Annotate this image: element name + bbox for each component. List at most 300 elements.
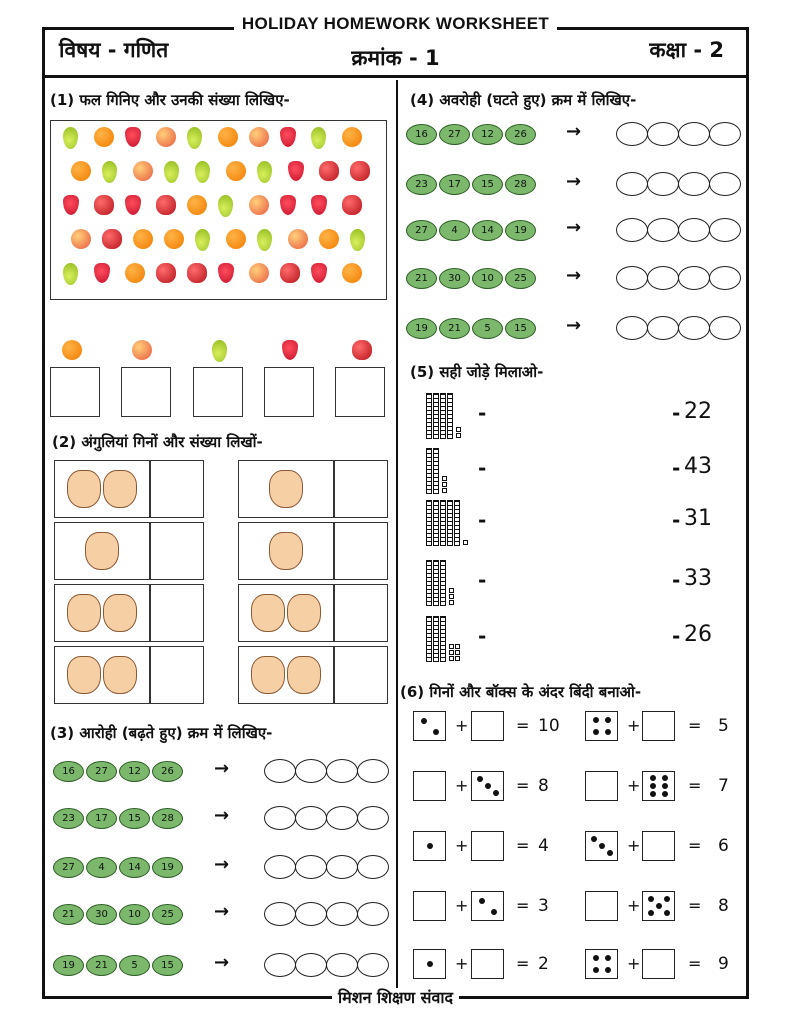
- q3-number-oval: 27: [53, 857, 84, 878]
- q3-answer-oval[interactable]: [295, 902, 327, 926]
- pear-icon: [218, 195, 233, 217]
- match-dot-right: -: [672, 624, 681, 648]
- q4-answer-oval[interactable]: [678, 218, 710, 242]
- tens-block: [440, 500, 446, 546]
- q4-number-oval: 27: [406, 220, 437, 241]
- q4-number-oval: 19: [505, 220, 536, 241]
- dot-answer-box[interactable]: [413, 891, 446, 921]
- plus-sign: +: [455, 896, 469, 915]
- orange-icon: [187, 195, 207, 215]
- orange-icon: [226, 229, 246, 249]
- dot-mark: [605, 955, 611, 961]
- q3-number-oval: 15: [119, 808, 150, 829]
- pear-icon: [257, 229, 272, 251]
- dot-answer-box[interactable]: [585, 771, 618, 801]
- arrow-icon: →: [214, 758, 230, 779]
- dot-mark: [650, 775, 656, 781]
- q4-number-oval: 25: [505, 268, 536, 289]
- hand-icon: [85, 532, 119, 570]
- plus-sign: +: [627, 954, 641, 973]
- q4-answer-oval[interactable]: [709, 218, 741, 242]
- tens-block: [433, 393, 439, 439]
- peach-icon: [156, 127, 176, 147]
- q4-number-oval: 19: [406, 318, 437, 339]
- arrow-icon: →: [214, 952, 230, 973]
- dot-mark: [477, 776, 483, 782]
- ones-block: [442, 482, 447, 487]
- hand-icon: [103, 594, 137, 632]
- apple-icon: [156, 195, 176, 215]
- dot-mark: [648, 896, 654, 902]
- q3-number-oval: 12: [119, 761, 150, 782]
- sum-total: 7: [718, 776, 729, 796]
- arrow-icon: →: [214, 854, 230, 875]
- match-dot-left: -: [478, 401, 487, 425]
- match-number: 22: [684, 399, 712, 424]
- q3-answer-oval[interactable]: [264, 953, 296, 977]
- match-number: 31: [684, 506, 712, 531]
- q3-number-oval: 16: [53, 761, 84, 782]
- q2-title: (2) अंगुलियां गिनों और संख्या लिखों-: [52, 433, 263, 451]
- apple-icon: [280, 263, 300, 283]
- dot-answer-box[interactable]: [642, 831, 675, 861]
- dot-mark: [656, 903, 662, 909]
- match-dot-right: -: [672, 568, 681, 592]
- ones-block: [463, 540, 468, 545]
- dot-count-box: [585, 711, 618, 741]
- q4-answer-oval[interactable]: [678, 172, 710, 196]
- dot-mark: [605, 967, 611, 973]
- q3-number-oval: 21: [86, 955, 117, 976]
- tens-block: [426, 500, 432, 546]
- arrow-icon: →: [566, 171, 582, 192]
- dot-mark: [491, 909, 497, 915]
- q3-answer-oval[interactable]: [264, 855, 296, 879]
- q4-number-oval: 4: [439, 220, 470, 241]
- equals-sign: =: [688, 836, 702, 855]
- dot-mark: [479, 898, 485, 904]
- dot-answer-box[interactable]: [471, 831, 504, 861]
- q4-answer-oval[interactable]: [678, 122, 710, 146]
- peach-icon: [132, 340, 152, 360]
- pear-icon: [195, 161, 210, 183]
- match-dot-left: -: [478, 456, 487, 480]
- dot-mark: [427, 961, 433, 967]
- dot-mark: [433, 729, 439, 735]
- q4-answer-oval[interactable]: [647, 122, 679, 146]
- arrow-icon: →: [214, 901, 230, 922]
- finger-count-box[interactable]: [150, 460, 204, 518]
- tens-block: [426, 393, 432, 439]
- dot-mark: [650, 791, 656, 797]
- fruit-collection-box: [50, 120, 387, 300]
- dot-mark: [605, 729, 611, 735]
- hand-icon: [67, 594, 101, 632]
- dot-mark: [599, 843, 605, 849]
- q4-answer-oval[interactable]: [678, 316, 710, 340]
- arrow-icon: →: [566, 265, 582, 286]
- q3-number-oval: 17: [86, 808, 117, 829]
- q3-number-oval: 26: [152, 761, 183, 782]
- q4-answer-oval[interactable]: [709, 316, 741, 340]
- ones-block: [455, 644, 460, 649]
- apple-icon: [102, 229, 122, 249]
- ones-block: [455, 656, 460, 661]
- column-divider: [396, 80, 398, 994]
- hand-picture: [238, 460, 334, 518]
- q3-number-oval: 14: [119, 857, 150, 878]
- worksheet-number: क्रमांक - 1: [351, 46, 440, 70]
- q4-number-oval: 27: [439, 124, 470, 145]
- dot-count-box: [413, 949, 446, 979]
- apple-icon: [319, 161, 339, 181]
- dot-mark: [593, 729, 599, 735]
- equals-sign: =: [516, 896, 530, 915]
- match-dot-left: -: [478, 508, 487, 532]
- peach-count-box[interactable]: [121, 367, 171, 417]
- strawberry-icon: [218, 263, 234, 283]
- ones-block: [442, 476, 447, 481]
- q4-number-oval: 15: [472, 174, 503, 195]
- peach-icon: [133, 161, 153, 181]
- q3-answer-oval[interactable]: [357, 806, 389, 830]
- dot-count-box: [642, 891, 675, 921]
- q4-number-oval: 23: [406, 174, 437, 195]
- strawberry-icon: [125, 195, 141, 215]
- dot-mark: [493, 790, 499, 796]
- dot-mark: [591, 836, 597, 842]
- q3-answer-oval[interactable]: [326, 759, 358, 783]
- pear-icon: [63, 263, 78, 285]
- finger-count-box[interactable]: [334, 584, 388, 642]
- tens-block: [440, 393, 446, 439]
- finger-count-box[interactable]: [150, 584, 204, 642]
- plus-sign: +: [455, 716, 469, 735]
- q3-answer-oval[interactable]: [326, 806, 358, 830]
- dot-mark: [662, 791, 668, 797]
- q4-number-oval: 17: [439, 174, 470, 195]
- q4-answer-oval[interactable]: [647, 266, 679, 290]
- tens-block: [433, 616, 439, 662]
- q4-number-oval: 14: [472, 220, 503, 241]
- orange-icon: [62, 340, 82, 360]
- q4-answer-oval[interactable]: [647, 316, 679, 340]
- ones-block: [449, 594, 454, 599]
- strawberry-icon: [311, 195, 327, 215]
- finger-count-box[interactable]: [334, 646, 388, 704]
- hand-icon: [103, 470, 137, 508]
- plus-sign: +: [627, 896, 641, 915]
- match-number: 43: [684, 454, 712, 479]
- finger-count-box[interactable]: [150, 646, 204, 704]
- ones-block: [449, 656, 454, 661]
- pear-icon: [102, 161, 117, 183]
- q3-title: (3) आरोही (बढ़ते हुए) क्रम में लिखिए-: [50, 724, 273, 742]
- q3-answer-oval[interactable]: [326, 855, 358, 879]
- apple-icon: [94, 195, 114, 215]
- equals-sign: =: [688, 716, 702, 735]
- dot-answer-box[interactable]: [413, 771, 446, 801]
- q4-answer-oval[interactable]: [616, 316, 648, 340]
- ones-block: [449, 588, 454, 593]
- match-dot-left: -: [478, 568, 487, 592]
- q4-number-oval: 5: [472, 318, 503, 339]
- sum-total: 9: [718, 954, 729, 974]
- peach-icon: [71, 229, 91, 249]
- q3-answer-oval[interactable]: [357, 855, 389, 879]
- hand-icon: [67, 656, 101, 694]
- tens-block: [440, 616, 446, 662]
- equals-sign: =: [688, 954, 702, 973]
- dot-count-box: [413, 831, 446, 861]
- match-number: 26: [684, 622, 712, 647]
- peach-icon: [249, 263, 269, 283]
- dot-count-box: [471, 771, 504, 801]
- pear-icon: [311, 127, 326, 149]
- hand-picture: [238, 646, 334, 704]
- finger-count-box[interactable]: [334, 522, 388, 580]
- q4-answer-oval[interactable]: [616, 122, 648, 146]
- dot-mark: [662, 783, 668, 789]
- strawberry-icon: [63, 195, 79, 215]
- dot-count-box: [585, 831, 618, 861]
- hand-picture: [54, 646, 150, 704]
- orange-icon: [342, 127, 362, 147]
- dot-count-box: [642, 771, 675, 801]
- q3-number-oval: 5: [119, 955, 150, 976]
- q4-number-oval: 21: [406, 268, 437, 289]
- orange-icon: [226, 161, 246, 181]
- finger-count-box[interactable]: [334, 460, 388, 518]
- sum-total: 3: [538, 896, 549, 916]
- dot-mark: [421, 718, 427, 724]
- apple-icon: [350, 161, 370, 181]
- q4-number-oval: 21: [439, 318, 470, 339]
- strawberry-icon: [94, 263, 110, 283]
- q3-answer-oval[interactable]: [295, 806, 327, 830]
- strawberry-icon: [280, 195, 296, 215]
- orange-icon: [342, 263, 362, 283]
- q4-number-oval: 12: [472, 124, 503, 145]
- dot-answer-box[interactable]: [471, 949, 504, 979]
- tens-block: [426, 616, 432, 662]
- dot-answer-box[interactable]: [585, 891, 618, 921]
- apple-icon: [156, 263, 176, 283]
- peach-icon: [249, 195, 269, 215]
- q6-title: (6) गिनों और बॉक्स के अंदर बिंदी बनाओ-: [400, 683, 642, 701]
- q3-answer-oval[interactable]: [357, 902, 389, 926]
- dot-answer-box[interactable]: [642, 949, 675, 979]
- subject-label: विषय - गणित: [59, 38, 169, 62]
- q4-number-oval: 30: [439, 268, 470, 289]
- plus-sign: +: [627, 776, 641, 795]
- sum-total: 6: [718, 836, 729, 856]
- q3-answer-oval[interactable]: [264, 759, 296, 783]
- dot-mark: [664, 910, 670, 916]
- dot-mark: [593, 955, 599, 961]
- dot-mark: [605, 717, 611, 723]
- worksheet-header: [45, 30, 746, 78]
- dot-mark: [648, 910, 654, 916]
- q4-title: (4) अवरोही (घटते हुए) क्रम में लिखिए-: [410, 91, 637, 109]
- class-label: कक्षा - 2: [649, 38, 724, 62]
- q3-number-oval: 15: [152, 955, 183, 976]
- q4-answer-oval[interactable]: [616, 266, 648, 290]
- q3-answer-oval[interactable]: [326, 953, 358, 977]
- q4-answer-oval[interactable]: [647, 218, 679, 242]
- apple-count-box[interactable]: [335, 367, 385, 417]
- arrow-icon: →: [214, 805, 230, 826]
- pear-count-box[interactable]: [193, 367, 243, 417]
- ones-block: [449, 600, 454, 605]
- orange-icon: [133, 229, 153, 249]
- q3-answer-oval[interactable]: [326, 902, 358, 926]
- sum-total: 8: [538, 776, 549, 796]
- q3-number-oval: 4: [86, 857, 117, 878]
- equals-sign: =: [516, 776, 530, 795]
- q4-answer-oval[interactable]: [678, 266, 710, 290]
- dot-answer-box[interactable]: [642, 711, 675, 741]
- plus-sign: +: [627, 716, 641, 735]
- footer-brand: मिशन शिक्षण संवाद: [0, 986, 791, 1008]
- pear-icon: [164, 161, 179, 183]
- tens-block: [447, 393, 453, 439]
- q4-answer-oval[interactable]: [616, 218, 648, 242]
- strawberry-icon: [288, 161, 304, 181]
- q3-number-oval: 25: [152, 904, 183, 925]
- hand-icon: [67, 470, 101, 508]
- q4-answer-oval[interactable]: [647, 172, 679, 196]
- dot-mark: [607, 850, 613, 856]
- orange-icon: [218, 127, 238, 147]
- q4-answer-oval[interactable]: [709, 266, 741, 290]
- sum-total: 10: [538, 716, 560, 736]
- hand-picture: [238, 522, 334, 580]
- equals-sign: =: [688, 896, 702, 915]
- strawberry-icon: [311, 263, 327, 283]
- ones-block: [456, 433, 461, 438]
- pear-icon: [350, 229, 365, 251]
- orange-icon: [164, 229, 184, 249]
- strawberry-icon: [125, 127, 141, 147]
- equals-sign: =: [516, 954, 530, 973]
- ones-block: [455, 650, 460, 655]
- hand-icon: [269, 532, 303, 570]
- hand-icon: [251, 656, 285, 694]
- arrow-icon: →: [566, 217, 582, 238]
- apple-icon: [352, 340, 372, 360]
- ones-block: [449, 650, 454, 655]
- ones-block: [442, 488, 447, 493]
- pear-icon: [187, 127, 202, 149]
- strawberry-icon: [280, 127, 296, 147]
- match-number: 33: [684, 566, 712, 591]
- peach-icon: [249, 127, 269, 147]
- hand-picture: [54, 584, 150, 642]
- q3-number-oval: 21: [53, 904, 84, 925]
- q3-number-oval: 30: [86, 904, 117, 925]
- q3-number-oval: 19: [53, 955, 84, 976]
- peach-icon: [288, 229, 308, 249]
- q3-answer-oval[interactable]: [295, 759, 327, 783]
- q3-number-oval: 23: [53, 808, 84, 829]
- q3-number-oval: 27: [86, 761, 117, 782]
- q3-number-oval: 19: [152, 857, 183, 878]
- plus-sign: +: [455, 836, 469, 855]
- pear-icon: [63, 127, 78, 149]
- tens-block: [447, 500, 453, 546]
- dot-mark: [662, 775, 668, 781]
- orange-count-box[interactable]: [50, 367, 100, 417]
- q4-answer-oval[interactable]: [709, 172, 741, 196]
- hand-icon: [287, 656, 321, 694]
- dot-mark: [427, 843, 433, 849]
- q3-number-oval: 10: [119, 904, 150, 925]
- tens-block: [433, 500, 439, 546]
- tens-block: [433, 448, 439, 494]
- dot-mark: [485, 783, 491, 789]
- plus-sign: +: [455, 776, 469, 795]
- strawberry-count-box[interactable]: [264, 367, 314, 417]
- orange-icon: [125, 263, 145, 283]
- q4-number-oval: 10: [472, 268, 503, 289]
- dot-mark: [593, 967, 599, 973]
- apple-icon: [187, 263, 207, 283]
- worksheet-top-title: HOLIDAY HOMEWORK WORKSHEET: [0, 14, 791, 34]
- orange-icon: [94, 127, 114, 147]
- sum-total: 2: [538, 954, 549, 974]
- q4-number-oval: 28: [505, 174, 536, 195]
- ones-block: [449, 644, 454, 649]
- hand-icon: [269, 470, 303, 508]
- equals-sign: =: [516, 836, 530, 855]
- orange-icon: [71, 161, 91, 181]
- equals-sign: =: [688, 776, 702, 795]
- finger-count-box[interactable]: [150, 522, 204, 580]
- hand-icon: [103, 656, 137, 694]
- plus-sign: +: [455, 954, 469, 973]
- hand-icon: [287, 594, 321, 632]
- dot-answer-box[interactable]: [471, 711, 504, 741]
- q3-answer-oval[interactable]: [295, 855, 327, 879]
- q3-number-oval: 28: [152, 808, 183, 829]
- ones-block: [456, 427, 461, 432]
- q4-answer-oval[interactable]: [616, 172, 648, 196]
- dot-mark: [650, 783, 656, 789]
- q3-answer-oval[interactable]: [357, 759, 389, 783]
- q3-answer-oval[interactable]: [295, 953, 327, 977]
- q4-answer-oval[interactable]: [709, 122, 741, 146]
- q3-answer-oval[interactable]: [264, 806, 296, 830]
- match-dot-right: -: [672, 401, 681, 425]
- hand-icon: [251, 594, 285, 632]
- hand-picture: [54, 460, 150, 518]
- dot-count-box: [585, 949, 618, 979]
- q3-answer-oval[interactable]: [357, 953, 389, 977]
- plus-sign: +: [627, 836, 641, 855]
- tens-block: [426, 448, 432, 494]
- apple-icon: [342, 195, 362, 215]
- q1-title: (1) फल गिनिए और उनकी संख्या लिखिए-: [50, 91, 290, 109]
- tens-block: [426, 560, 432, 606]
- equals-sign: =: [516, 716, 530, 735]
- pear-icon: [257, 161, 272, 183]
- q5-title: (5) सही जोड़े मिलाओ-: [410, 363, 544, 381]
- match-dot-right: -: [672, 456, 681, 480]
- dot-mark: [593, 717, 599, 723]
- hand-picture: [54, 522, 150, 580]
- q3-answer-oval[interactable]: [264, 902, 296, 926]
